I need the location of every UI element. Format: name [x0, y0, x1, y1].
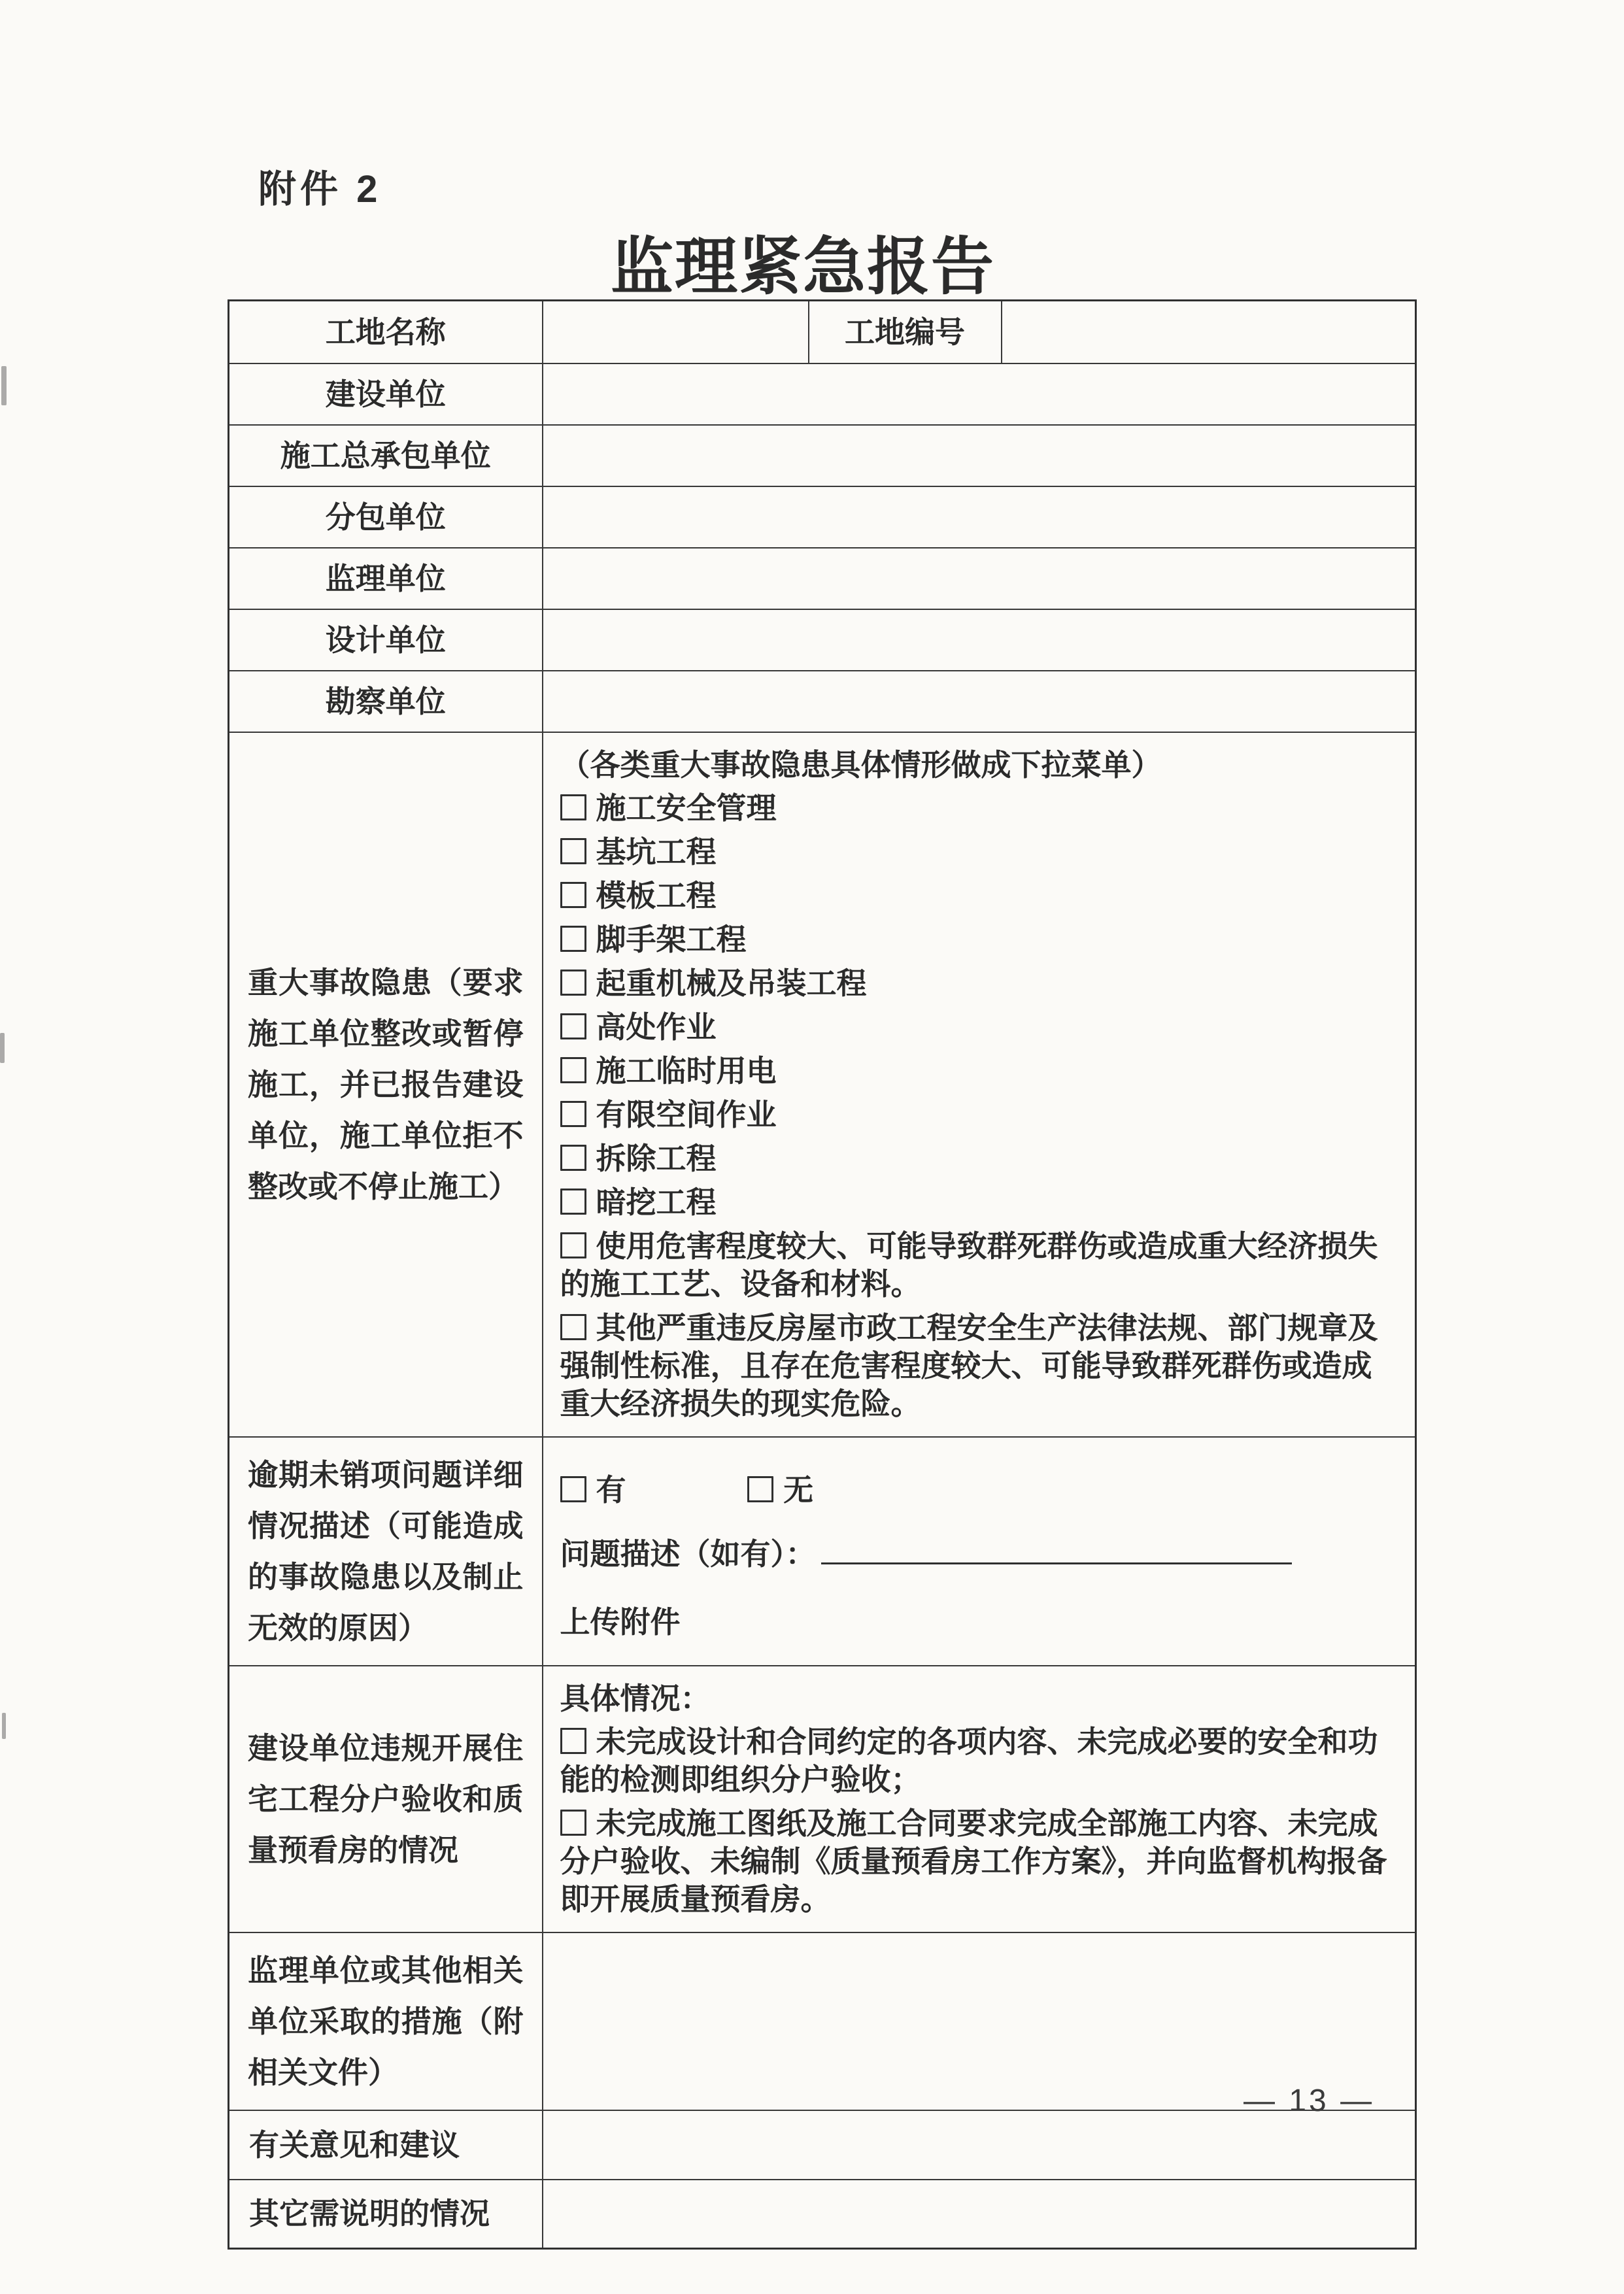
hazard-option-label: 使用危害程度较大、可能导致群死群伤或造成重大经济损失的施工工艺、设备和材料。 [560, 1228, 1378, 1301]
table-row [229, 1437, 1416, 1666]
unit-row-label: 施工总承包单位 [229, 425, 543, 486]
unit-row-label: 设计单位 [229, 609, 543, 671]
hazard-option [560, 1183, 1398, 1221]
measures-label: 监理单位或其他相关单位采取的措施（附相关文件） [229, 1932, 543, 2110]
site-code-label: 工地编号 [809, 301, 1002, 363]
hazard-option [560, 833, 1398, 871]
option-yes [560, 1473, 626, 1507]
site-name-label: 工地名称 [229, 301, 543, 363]
table-row [229, 609, 1416, 671]
checkbox-icon[interactable] [560, 1810, 586, 1836]
violation-option [560, 1804, 1398, 1918]
hazard-option-label: 施工临时用电 [596, 1053, 777, 1088]
unit-input-cell[interactable] [543, 671, 1416, 732]
problem-description-blank[interactable] [821, 1536, 1292, 1564]
hazard-option-label: 起重机械及吊装工程 [596, 966, 867, 1000]
dropdown-note: （各类重大事故隐患具体情形做成下拉菜单） [560, 747, 1162, 782]
major-hazard-cell [543, 732, 1416, 1437]
checkbox-icon[interactable] [560, 970, 586, 996]
page-title: 监理紧急报告 [611, 232, 995, 302]
checkbox-icon[interactable] [560, 926, 586, 952]
hazard-option [560, 1139, 1398, 1177]
table-row [229, 2110, 1416, 2180]
checkbox-icon[interactable] [560, 1232, 586, 1258]
other-notes-input-cell[interactable] [543, 2180, 1416, 2249]
unit-input-cell[interactable] [543, 425, 1416, 486]
page-number: — 13 — [1243, 2083, 1375, 2118]
scan-artifact [1, 366, 7, 405]
scan-artifact [2, 1713, 6, 1739]
checkbox-icon[interactable] [560, 1145, 586, 1171]
site-name-input-cell[interactable] [543, 301, 809, 363]
checkbox-icon[interactable] [560, 1101, 586, 1127]
violation-option-label: 未完成施工图纸及施工合同要求完成全部施工内容、未完成分户验收、未编制《质量预看房工作方案》，并向监督机构报备即开展质量预看房。 [560, 1806, 1387, 1916]
table-row [229, 671, 1416, 732]
overdue-issue-label: 逾期未销项问题详细情况描述（可能造成的事故隐患以及制止无效的原因） [229, 1437, 543, 1666]
hazard-option-label: 施工安全管理 [596, 790, 777, 825]
upload-attachment[interactable]: 上传附件 [560, 1604, 681, 1639]
problem-description-row [560, 1535, 1398, 1573]
report-form-table [228, 299, 1417, 2250]
site-code-input-cell[interactable] [1002, 301, 1416, 363]
table-row [229, 1932, 1416, 2110]
hazard-option [560, 1227, 1398, 1303]
option-no-label: 无 [783, 1472, 814, 1507]
checkbox-icon[interactable] [560, 1728, 586, 1754]
table-row [229, 548, 1416, 609]
violation-heading: 具体情况： [560, 1681, 711, 1715]
unit-input-cell[interactable] [543, 486, 1416, 548]
hazard-option [560, 964, 1398, 1002]
option-no [747, 1473, 813, 1507]
checkbox-icon[interactable] [560, 1057, 586, 1083]
major-hazard-label: 重大事故隐患（要求施工单位整改或暂停施工，并已报告建设单位，施工单位拒不整改或不停止施工） [229, 732, 543, 1437]
header-row-group [229, 301, 1416, 363]
option-yes-label: 有 [596, 1472, 626, 1507]
hazard-option [560, 1309, 1398, 1423]
hazard-option [560, 1052, 1398, 1090]
unit-rows-group [229, 363, 1416, 732]
hazard-option-label: 拆除工程 [596, 1141, 717, 1175]
unit-input-cell[interactable] [543, 609, 1416, 671]
checkbox-icon[interactable] [560, 1314, 586, 1340]
table-row [229, 1666, 1416, 1932]
overdue-issue-cell [543, 1437, 1416, 1666]
attachment-label: 附件 2 [258, 168, 382, 211]
hazard-option [560, 1008, 1398, 1046]
hazard-options-list [560, 789, 1398, 1423]
unit-row-label: 分包单位 [229, 486, 543, 548]
hazard-option-label: 其他严重违反房屋市政工程安全生产法律法规、部门规章及强制性标准，且存在危害程度较大、可能导致群死群伤或造成重大经济损失的现实危险。 [560, 1310, 1378, 1421]
hazard-option-label: 模板工程 [596, 878, 717, 913]
checkbox-icon[interactable] [560, 882, 586, 908]
hazard-option-label: 基坑工程 [596, 834, 717, 869]
hazard-option-label: 脚手架工程 [596, 922, 747, 956]
unit-input-cell[interactable] [543, 548, 1416, 609]
problem-description-label: 问题描述（如有）： [560, 1536, 816, 1571]
table-row [229, 486, 1416, 548]
yes-no-options [560, 1471, 1398, 1509]
hazard-option-label: 暗挖工程 [596, 1185, 717, 1219]
other-notes-label: 其它需说明的情况 [229, 2180, 543, 2249]
checkbox-icon[interactable] [560, 1189, 586, 1215]
table-row [229, 363, 1416, 425]
scan-artifact [0, 1033, 5, 1063]
unit-row-label: 勘察单位 [229, 671, 543, 732]
unit-row-label: 监理单位 [229, 548, 543, 609]
detail-rows-group [229, 732, 1416, 2249]
checkbox-icon[interactable] [747, 1476, 773, 1502]
owner-violation-label: 建设单位违规开展住宅工程分户验收和质量预看房的情况 [229, 1666, 543, 1932]
hazard-option [560, 1096, 1398, 1134]
hazard-option [560, 877, 1398, 915]
checkbox-icon[interactable] [560, 1476, 586, 1502]
table-row [229, 732, 1416, 1437]
checkbox-icon[interactable] [560, 1013, 586, 1039]
hazard-option [560, 920, 1398, 958]
violation-option [560, 1723, 1398, 1798]
hazard-option-label: 有限空间作业 [596, 1097, 777, 1132]
violation-options-list [560, 1723, 1398, 1918]
table-row [229, 2180, 1416, 2249]
unit-input-cell[interactable] [543, 363, 1416, 425]
checkbox-icon[interactable] [560, 794, 586, 820]
checkbox-icon[interactable] [560, 838, 586, 864]
table-row [229, 425, 1416, 486]
unit-row-label: 建设单位 [229, 363, 543, 425]
violation-option-label: 未完成设计和合同约定的各项内容、未完成必要的安全和功能的检测即组织分户验收； [560, 1724, 1378, 1796]
table-row [229, 301, 1416, 363]
hazard-option-label: 高处作业 [596, 1009, 717, 1044]
suggestions-input-cell[interactable] [543, 2110, 1416, 2180]
suggestions-label: 有关意见和建议 [229, 2110, 543, 2180]
hazard-option [560, 789, 1398, 827]
owner-violation-cell [543, 1666, 1416, 1932]
